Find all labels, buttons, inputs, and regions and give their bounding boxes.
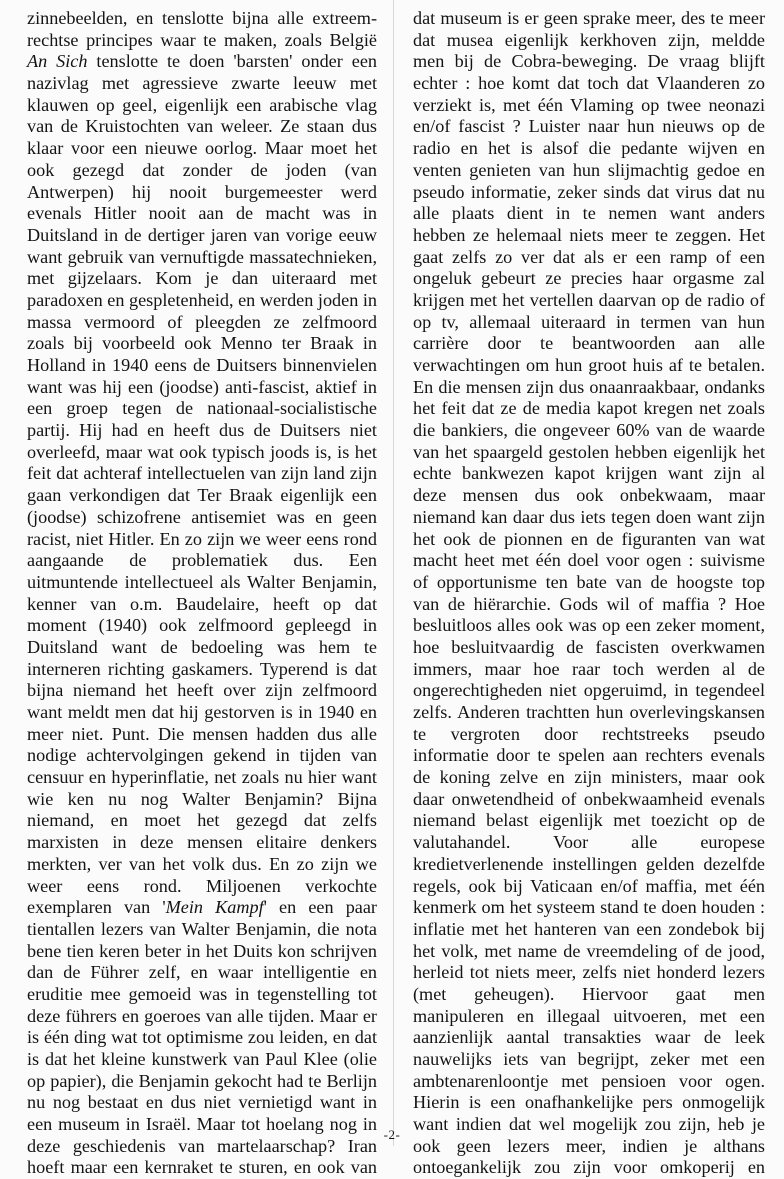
- text-line: (met geheugen). Hiervoor gaat men: [413, 983, 765, 1004]
- text-line: op tv, allemaal uiteraard in termen van hun: [413, 311, 765, 332]
- right-text-column: [413, 8, 765, 1179]
- text-line: nodige achtervolgingen gekend in tijden van: [27, 745, 377, 766]
- text-line: is één ding wat tot optimisme zou leiden, en dat: [27, 1027, 377, 1048]
- text-line: is dat het kleine kunstwerk van Paul Klee (olie: [27, 1049, 377, 1069]
- text-line: meer niet. Punt. Die mensen hadden dus alle: [27, 723, 377, 744]
- text-line: Hierin is een onafhankelijke pers onmogelijk: [413, 1092, 765, 1113]
- text-line: marxisten in deze mensen elitaire denkers: [27, 832, 377, 853]
- text-line: dat musea eigenlijk kerkhoven zijn, meldde: [413, 29, 765, 50]
- text-line: rechtse principes waar te maken, zoals België: [27, 29, 377, 50]
- text-line: het ook de pionnen en de figuranten van wat: [413, 528, 765, 549]
- text-line: of opportunisme ten bate van de hoogste top: [413, 571, 765, 592]
- text-line: dat museum is er geen sprake meer, des te meer: [413, 8, 765, 28]
- text-line: van de Kruistochten van weleer. Ze staan dus: [27, 116, 377, 137]
- text-line: een museum in Israël. Maar tot hoelang nog in: [27, 1114, 377, 1135]
- text-line: moment (1940) ook zelfmoord gepleegd in: [27, 615, 377, 636]
- text-line: echter : hoe komt dat toch dat Vlaanderen zo: [413, 73, 765, 94]
- text-line: het volk, met name de vreemdeling of de jood,: [413, 940, 765, 961]
- text-line: op papier), die Benjamin gekocht had te Berlijn: [27, 1070, 377, 1091]
- text-line: regels, ook bij Vaticaan en/of maffia, met één: [413, 875, 765, 896]
- text-line: An Sich tenslotte te doen 'barsten' onder een: [27, 51, 377, 72]
- italic-phrase: Mein Kampf: [165, 897, 264, 918]
- text-line: pseudo informatie, zeker sinds dat virus dat nu: [413, 181, 765, 202]
- text-line: krijgen met het vertellen daarvan op de radio of: [413, 289, 765, 310]
- text-line: verziekt is, met één Vlaming op twee neonazi: [413, 94, 765, 115]
- text-line: partij. Hij had en heeft dus de Duitsers niet: [27, 420, 377, 441]
- text-line: nauwelijks iets van begrijpt, zeker met een: [413, 1049, 765, 1069]
- text-line: gaat zelfs zo ver dat als er een ramp of een: [413, 246, 765, 267]
- text-line: het feit dat ze de media kapot kregen net zoals: [413, 398, 765, 419]
- text-line: van het spaargeld gestolen hebben eigenlijk het: [413, 441, 765, 462]
- text-line: interneren richting gaskamers. Typerend is dat: [27, 658, 377, 679]
- text-line: van de hiërarchie. Gods wil of maffia ? Hoe: [413, 593, 765, 614]
- text-line: deze führers en goeroes van alle tijden. Maar er: [27, 1005, 377, 1026]
- text-line: uitmuntende intellectueel als Walter Benjamin,: [27, 571, 377, 592]
- text-line: Holland in 1940 eens de Duitsers binnenvielen: [27, 355, 377, 375]
- text-line: met gijzelaars. Kom je dan uiteraard met: [27, 268, 377, 289]
- text-line: men bij de Cobra-beweging. De vraag blijft: [413, 51, 765, 72]
- text-line: eruditie mee gemoeid was in tegenstelling tot: [27, 983, 377, 1004]
- text-line: niemand kan daar dus iets tegen doen want zijn: [413, 506, 765, 527]
- text-line: ontoegankelijk zou zijn voor omkoperij en: [413, 1157, 765, 1178]
- text-line: hebben ze helemaal niets meer te zeggen. Het: [413, 224, 765, 245]
- text-line: weer eens rond. Miljoenen verkochte: [27, 875, 377, 896]
- text-line: kenmerk om het systeem stand te doen houden :: [413, 897, 765, 918]
- text-line: want meldt men dat hij gestorven is in 1940 en: [27, 702, 377, 722]
- text-line: die bankiers, die ongeveer 60% van de waarde: [413, 420, 765, 441]
- text-line: de koning zelve en zijn ministers, maar ook: [413, 767, 765, 788]
- text-line: kenner van o.m. Baudelaire, heeft op dat: [27, 593, 377, 614]
- text-line: bene tien keren beter in het Duits kon schrijven: [27, 940, 377, 961]
- text-line: exemplaren van 'Mein Kampf' en een paar: [27, 897, 377, 918]
- text-line: te vergroten door rechtstreeks pseudo: [413, 723, 765, 744]
- text-line: tientallen lezers van Walter Benjamin, die nota: [27, 918, 377, 939]
- text-line: valutahandel. Voor alle europese: [413, 832, 765, 853]
- text-line: want gebruik van vernuftigde massatechnieken,: [27, 246, 377, 267]
- text-line: Duitsland want de bedoeling was hem te: [27, 636, 377, 657]
- text-line: immers, maar hoe raar toch werden al de: [413, 658, 765, 679]
- column-divider: [393, 0, 394, 1146]
- text-line: ongerechtigheden niet opgeruimd, in tegendeel: [413, 680, 765, 701]
- text-line: informatie door te spelen aan rechters evenals: [413, 745, 765, 766]
- text-line: ambtenarenloontje met pensioen voor ogen.: [413, 1070, 765, 1091]
- text-line: evenals Hitler nooit aan de macht was in: [27, 203, 377, 224]
- text-line: bijna niemand het heeft over zijn zelfmoord: [27, 680, 377, 701]
- text-line: deze mensen dus ook onbekwaam, maar: [413, 485, 765, 506]
- text-line: zinnebeelden, en tenslotte bijna alle extreem-: [27, 8, 377, 28]
- text-line: echte bankwezen kapot krijgen want zijn al: [413, 463, 765, 484]
- text-line: racist, niet Hitler. En zo zijn we weer eens rond: [27, 528, 377, 549]
- left-text-column: [27, 8, 377, 1179]
- italic-phrase: An Sich: [27, 51, 88, 72]
- text-line: wie ken nu nog Walter Benjamin? Bijna: [27, 788, 377, 809]
- text-line: klaar voor een nieuwe oorlog. Maar moet het: [27, 138, 377, 159]
- text-line: verwachtingen om hun groot huis af te betalen.: [413, 355, 765, 375]
- text-line: Antwerpen) hij nooit burgemeester werd: [27, 181, 377, 202]
- text-line: Duitsland in de dertiger jaren van vorige eeuw: [27, 224, 377, 245]
- text-line: inflatie met het hanteren van een zondebok bij: [413, 918, 765, 939]
- text-line: paradoxen en gespletenheid, en werden joden in: [27, 289, 377, 310]
- text-line: merkten, ver van het volk dus. En zo zijn we: [27, 853, 377, 874]
- text-line: herleid tot niets meer, zelfs niet honderd lezers: [413, 962, 765, 983]
- text-line: (joodse) schizofrene antisemiet was en geen: [27, 506, 377, 527]
- text-line: niemand, en moet het gezegd dat zelfs: [27, 810, 377, 831]
- text-line: En die mensen zijn dus onaanraakbaar, ondanks: [413, 376, 765, 397]
- text-line: nazivlag met agressieve zwarte leeuw met: [27, 73, 377, 94]
- text-line: deze geschiedenis van martelaarschap? Iran: [27, 1135, 377, 1156]
- text-line: hoeft maar een kernraket te sturen, en ook van: [27, 1157, 377, 1178]
- text-line: besluitloos alles ook was op een zeker moment,: [413, 615, 765, 636]
- text-line: daar onwetendheid of onbekwaamheid evenals: [413, 788, 765, 809]
- text-line: venten genieten van hun slijmachtig gedoe en: [413, 159, 765, 180]
- text-line: radio en het is alsof die pedante wijven en: [413, 138, 765, 159]
- text-line: dan de Führer zelf, en waar intelligentie en: [27, 962, 377, 983]
- text-line: massa vermoord of pleegden ze zelfmoord: [27, 311, 377, 332]
- text-line: feit dat achteraf intellectuelen van zijn land zijn: [27, 463, 377, 484]
- text-line: manipuleren en illegaal uitvoeren, met een: [413, 1005, 765, 1026]
- text-line: want was hij een (joodse) anti-fascist, aktief in: [27, 376, 377, 397]
- text-line: carrière door te beantwoorden aan alle: [413, 333, 765, 354]
- text-line: aanzienlijk aantal transakties waar de leek: [413, 1027, 765, 1048]
- text-line: ook geen lezers meer, indien je althans: [413, 1135, 765, 1156]
- text-line: hoe besluitvaardig de fascisten overkwamen: [413, 636, 765, 657]
- text-line: kredietverlenende instellingen gelden dezelfde: [413, 853, 765, 874]
- text-line: macht heet met één doel voor ogen : suivisme: [413, 550, 765, 571]
- text-line: overleefd, maar wat ook typisch joods is, is het: [27, 441, 377, 462]
- text-line: ongeluk gebeurt ze precies haar orgasme zal: [413, 268, 765, 289]
- text-line: en/of fascist ? Luister naar hun nieuws op de: [413, 116, 765, 137]
- text-line: nu nog bestaat en dus niet vernietigd want in: [27, 1092, 377, 1113]
- text-line: zoals bij voorbeeld ook Menno ter Braak in: [27, 333, 377, 354]
- text-line: niemand belast eigenlijk met toezicht op de: [413, 810, 765, 831]
- text-line: alle plaats dient in te nemen want anders: [413, 203, 765, 224]
- text-line: een groep tegen de nationaal-socialistische: [27, 398, 377, 419]
- text-line: gaan verkondigen dat Ter Braak eigenlijk een: [27, 485, 377, 506]
- text-line: klauwen op geel, eigenlijk een arabische vlag: [27, 94, 377, 115]
- text-line: want indien dat wel mogelijk zou zijn, heb je: [413, 1114, 765, 1135]
- page-number: -2-: [383, 1127, 401, 1142]
- text-line: censuur en hyperinflatie, net zoals nu hier want: [27, 767, 377, 788]
- text-line: ook gezegd dat zonder de joden (van: [27, 159, 377, 180]
- text-line: aangaande de problematiek dus. Een: [27, 550, 377, 571]
- text-line: zelfs. Anderen trachtten hun overlevingskansen: [413, 702, 765, 722]
